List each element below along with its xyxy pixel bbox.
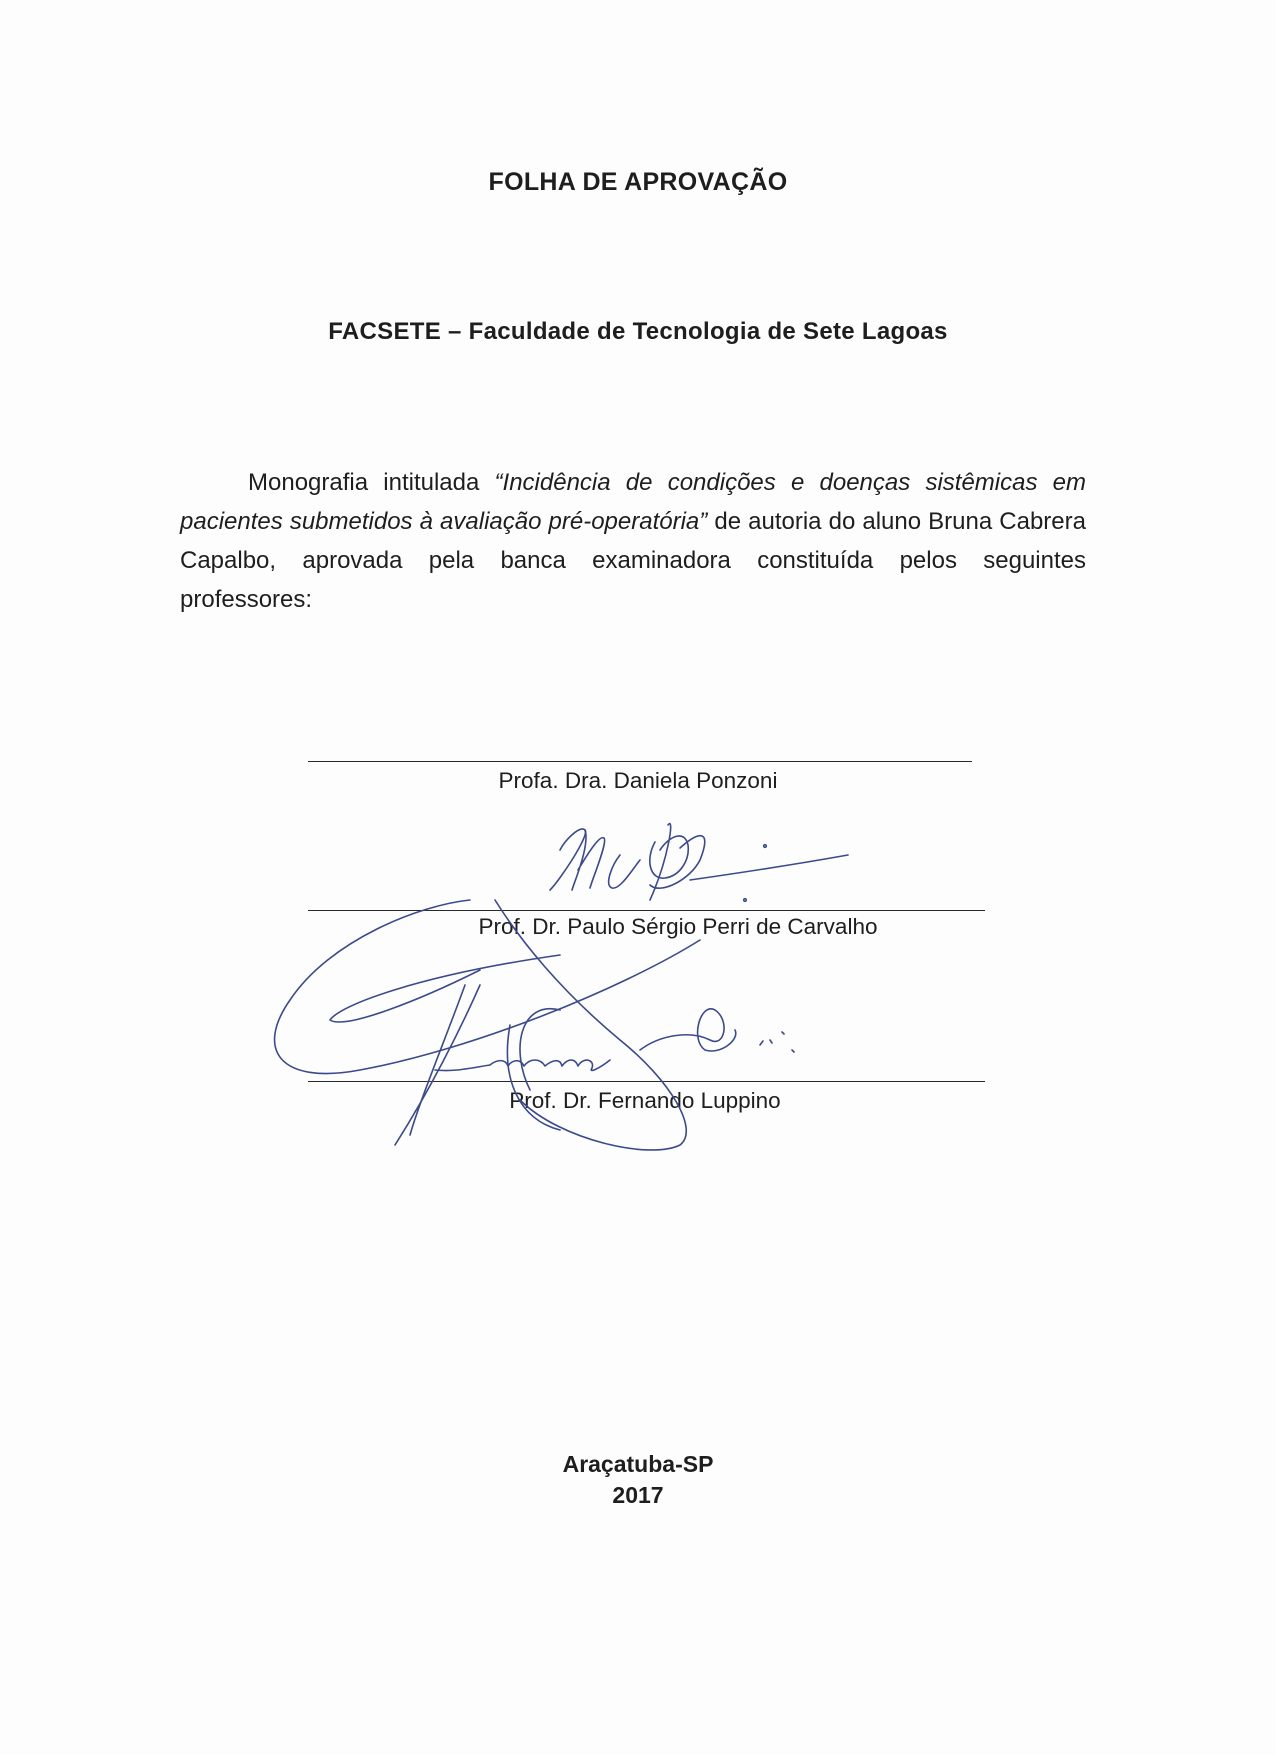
- examiner-name-3: Prof. Dr. Fernando Luppino: [509, 1088, 781, 1113]
- signature-line-1: [308, 761, 972, 762]
- examiner-name-1: Profa. Dra. Daniela Ponzoni: [498, 768, 778, 793]
- city: Araçatuba-SP: [562, 1451, 714, 1477]
- year: 2017: [612, 1482, 664, 1508]
- statement-intro: Monografia intitulada: [248, 469, 495, 496]
- page-title: FOLHA DE APROVAÇÃO: [488, 168, 788, 196]
- statement-rest: de autoria do aluno Bruna Cabrera Capalbo, aprovada pela banca examinadora constituída pelos seguintes professores:: [180, 508, 1086, 613]
- examiner-name-2: Prof. Dr. Paulo Sérgio Perri de Carvalho: [478, 914, 878, 939]
- work-title: “Incidência de condições e doenças sistêmicas em pacientes submetidos à avaliação pré-operatória”: [180, 469, 1087, 535]
- approval-statement: [180, 463, 1086, 619]
- signature-examiner-2: [550, 824, 848, 902]
- institution-name: FACSETE – Faculdade de Tecnologia de Sete Lagoas: [328, 318, 948, 345]
- signature-line-2: [308, 910, 985, 911]
- signature-line-3: [308, 1081, 985, 1082]
